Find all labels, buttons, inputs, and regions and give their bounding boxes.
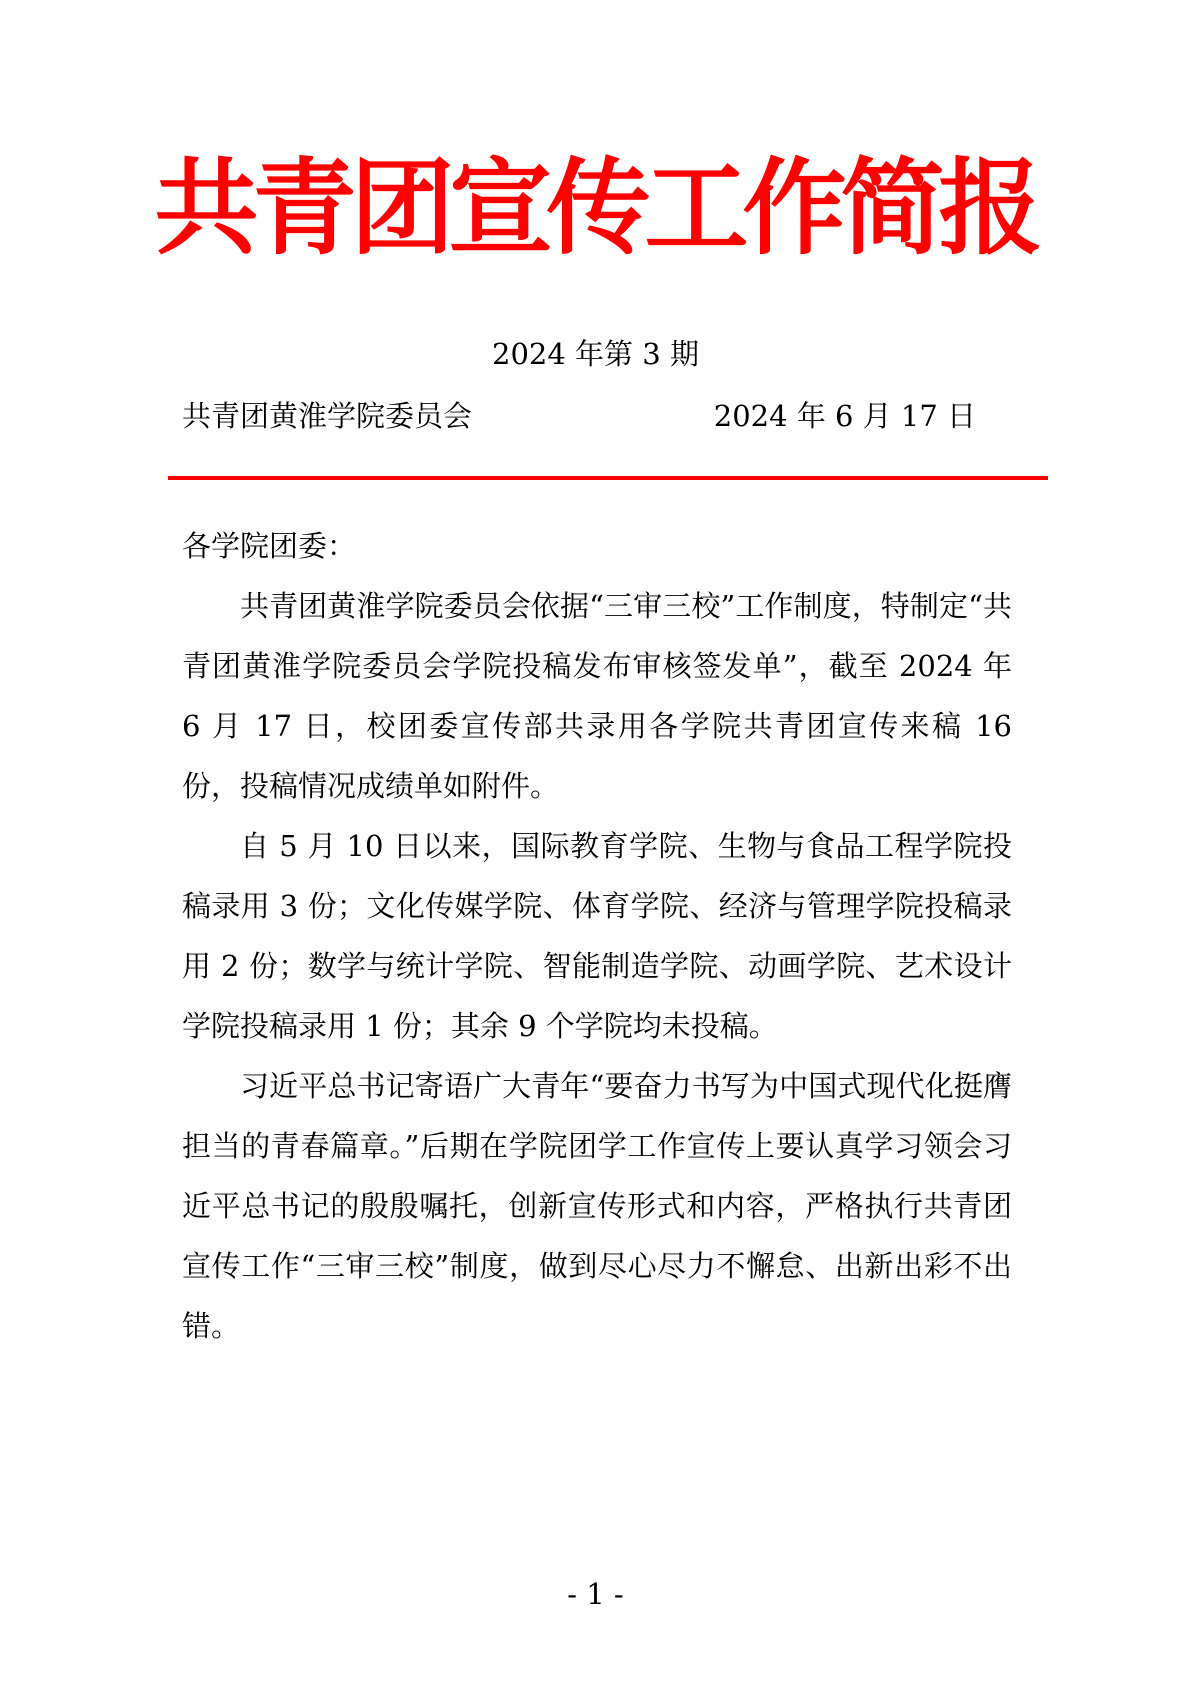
- body-paragraph: 自 5 月 10 日以来，国际教育学院、生物与食品工程学院投稿录用 3 份；文化传媒学院、体育学院、经济与管理学院投稿录用 2 份；数学与统计学院、智能制造学院、动画学院、艺术设计学院投稿录用 1 份；其余 9 个学院均未投稿。: [182, 829, 1012, 1043]
- issue-number: 2024 年第 3 期: [492, 337, 699, 371]
- red-divider-line: [168, 476, 1048, 480]
- page-number: - 1 -: [567, 1577, 624, 1611]
- body-paragraph: 习近平总书记寄语广大青年“要奋力书写为中国式现代化挺膺担当的青春篇章。”后期在学院团学工作宣传上要认真学习领会习近平总书记的殷殷嘱托，创新宣传形式和内容，严格执行共青团宣传工作“三审三校”制度，做到尽心尽力不懈怠、出新出彩不出错。: [182, 1069, 1012, 1343]
- issuing-organization: 共青团黄淮学院委员会: [182, 399, 473, 433]
- document-body: [182, 516, 1012, 1356]
- bulletin-title: 共青团宣传工作简报: [154, 146, 1037, 269]
- salutation: 各学院团委：: [182, 529, 357, 563]
- issue-date: 2024 年 6 月 17 日: [713, 399, 976, 433]
- body-paragraph: 共青团黄淮学院委员会依据“三审三校”工作制度，特制定“共青团黄淮学院委员会学院投稿发布审核签发单”，截至 2024 年 6 月 17 日，校团委宣传部共录用各学院共青团宣传来稿 16 份，投稿情况成绩单如附件。: [182, 589, 1012, 803]
